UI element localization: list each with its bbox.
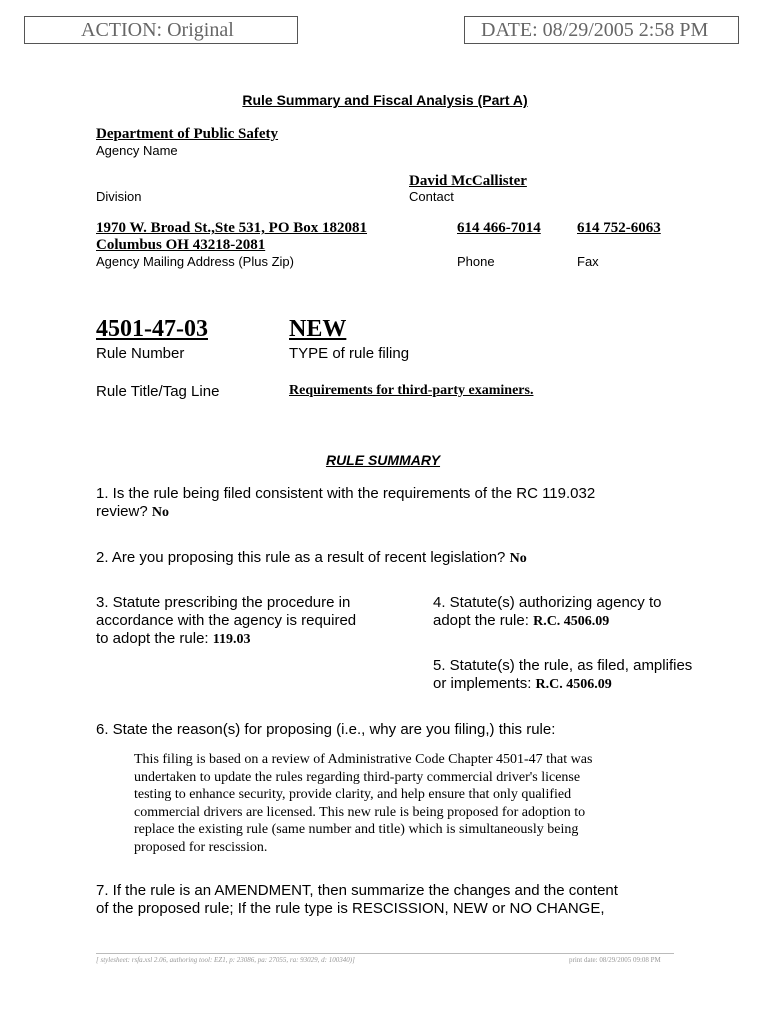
reason-line: proposed for rescission. xyxy=(134,839,268,855)
address-line2: Columbus OH 43218-2081 xyxy=(96,237,266,253)
reason-line: commercial drivers are licensed. This new rule is being proposed for adoption to xyxy=(134,804,586,820)
fax-label: Fax xyxy=(577,254,599,269)
question-6: 6. State the reason(s) for proposing (i.e., why are you filing,) this rule: xyxy=(96,721,556,738)
question-5 xyxy=(433,657,733,694)
question-4-text: adopt the rule: xyxy=(433,612,534,629)
footer-rule xyxy=(96,953,674,954)
rule-number-value: 4501-47-03 xyxy=(96,316,208,342)
question-3-text: to adopt the rule: xyxy=(96,630,213,647)
question-2 xyxy=(96,549,716,568)
rule-type-label: TYPE of rule filing xyxy=(289,345,410,362)
phone-label: Phone xyxy=(457,254,495,269)
question-5-answer: R.C. 4506.09 xyxy=(535,677,612,692)
question-1-text: review? xyxy=(96,503,152,520)
contact-value: David McCallister xyxy=(409,173,527,189)
rule-type-value: NEW xyxy=(289,316,347,342)
rule-summary-heading: RULE SUMMARY xyxy=(325,452,441,468)
question-3 xyxy=(96,594,416,649)
action-box xyxy=(24,16,298,44)
reason-line: undertaken to update the rules regarding third-party commercial driver's license xyxy=(134,769,581,785)
rule-number-label: Rule Number xyxy=(96,345,185,362)
address-line1: 1970 W. Broad St.,Ste 531, PO Box 182081 xyxy=(96,220,368,236)
question-7-line1: 7. If the rule is an AMENDMENT, then summarize the changes and the content xyxy=(96,882,618,899)
date-box xyxy=(464,16,739,44)
date-text: DATE: 08/29/2005 2:58 PM xyxy=(481,19,709,41)
question-3-answer: 119.03 xyxy=(212,632,251,647)
page-title: Rule Summary and Fiscal Analysis (Part A) xyxy=(242,92,528,108)
footer-stylesheet-info: [ stylesheet: rsfa.xsl 2.06, authoring tool: EZ1, p: 23086, pa: 27055, ra: 93029, d: 100340)] xyxy=(96,956,355,964)
question-7-line2: of the proposed rule; If the rule type is RESCISSION, NEW or NO CHANGE, xyxy=(96,900,605,917)
footer-print-date: print date: 08/29/2005 09:08 PM xyxy=(569,956,661,964)
question-3-line1: 3. Statute prescribing the procedure in xyxy=(96,594,351,611)
contact-label: Contact xyxy=(409,189,454,204)
question-4 xyxy=(433,594,733,631)
fax-value: 614 752-6063 xyxy=(577,220,661,236)
question-5-line2 xyxy=(433,675,733,694)
action-text: ACTION: Original xyxy=(81,19,234,41)
question-1 xyxy=(96,485,696,522)
question-1-line1: 1. Is the rule being filed consistent with the requirements of the RC 119.032 xyxy=(96,485,596,502)
question-3-line3 xyxy=(96,630,416,649)
phone-value: 614 466-7014 xyxy=(457,220,541,236)
question-4-line1: 4. Statute(s) authorizing agency to xyxy=(433,594,662,611)
question-1-answer: No xyxy=(151,505,169,520)
question-5-line1: 5. Statute(s) the rule, as filed, amplifies xyxy=(433,657,693,674)
rule-title-value: Requirements for third-party examiners. xyxy=(289,383,534,398)
reason-line: replace the existing rule (same number and title) which is simultaneously being xyxy=(134,822,579,837)
question-4-line2 xyxy=(433,612,733,631)
question-2-answer: No xyxy=(509,551,527,566)
question-1-line2 xyxy=(96,503,696,522)
question-5-text: or implements: xyxy=(433,675,536,692)
reason-line: testing to enhance security, provide clarity, and help ensure that only qualified xyxy=(134,787,572,802)
question-3-line2: accordance with the agency is required xyxy=(96,612,357,629)
question-6-answer xyxy=(134,751,734,856)
question-7 xyxy=(96,882,736,918)
agency-name-label: Agency Name xyxy=(96,143,178,158)
division-label: Division xyxy=(96,189,142,204)
question-4-answer: R.C. 4506.09 xyxy=(533,614,610,629)
agency-name-value: Department of Public Safety xyxy=(96,126,279,142)
question-2-text: 2. Are you proposing this rule as a result of recent legislation? xyxy=(96,549,510,566)
rule-title-label: Rule Title/Tag Line xyxy=(96,383,220,400)
reason-line: This filing is based on a review of Administrative Code Chapter 4501-47 that was xyxy=(134,752,593,767)
address-label: Agency Mailing Address (Plus Zip) xyxy=(96,254,294,269)
